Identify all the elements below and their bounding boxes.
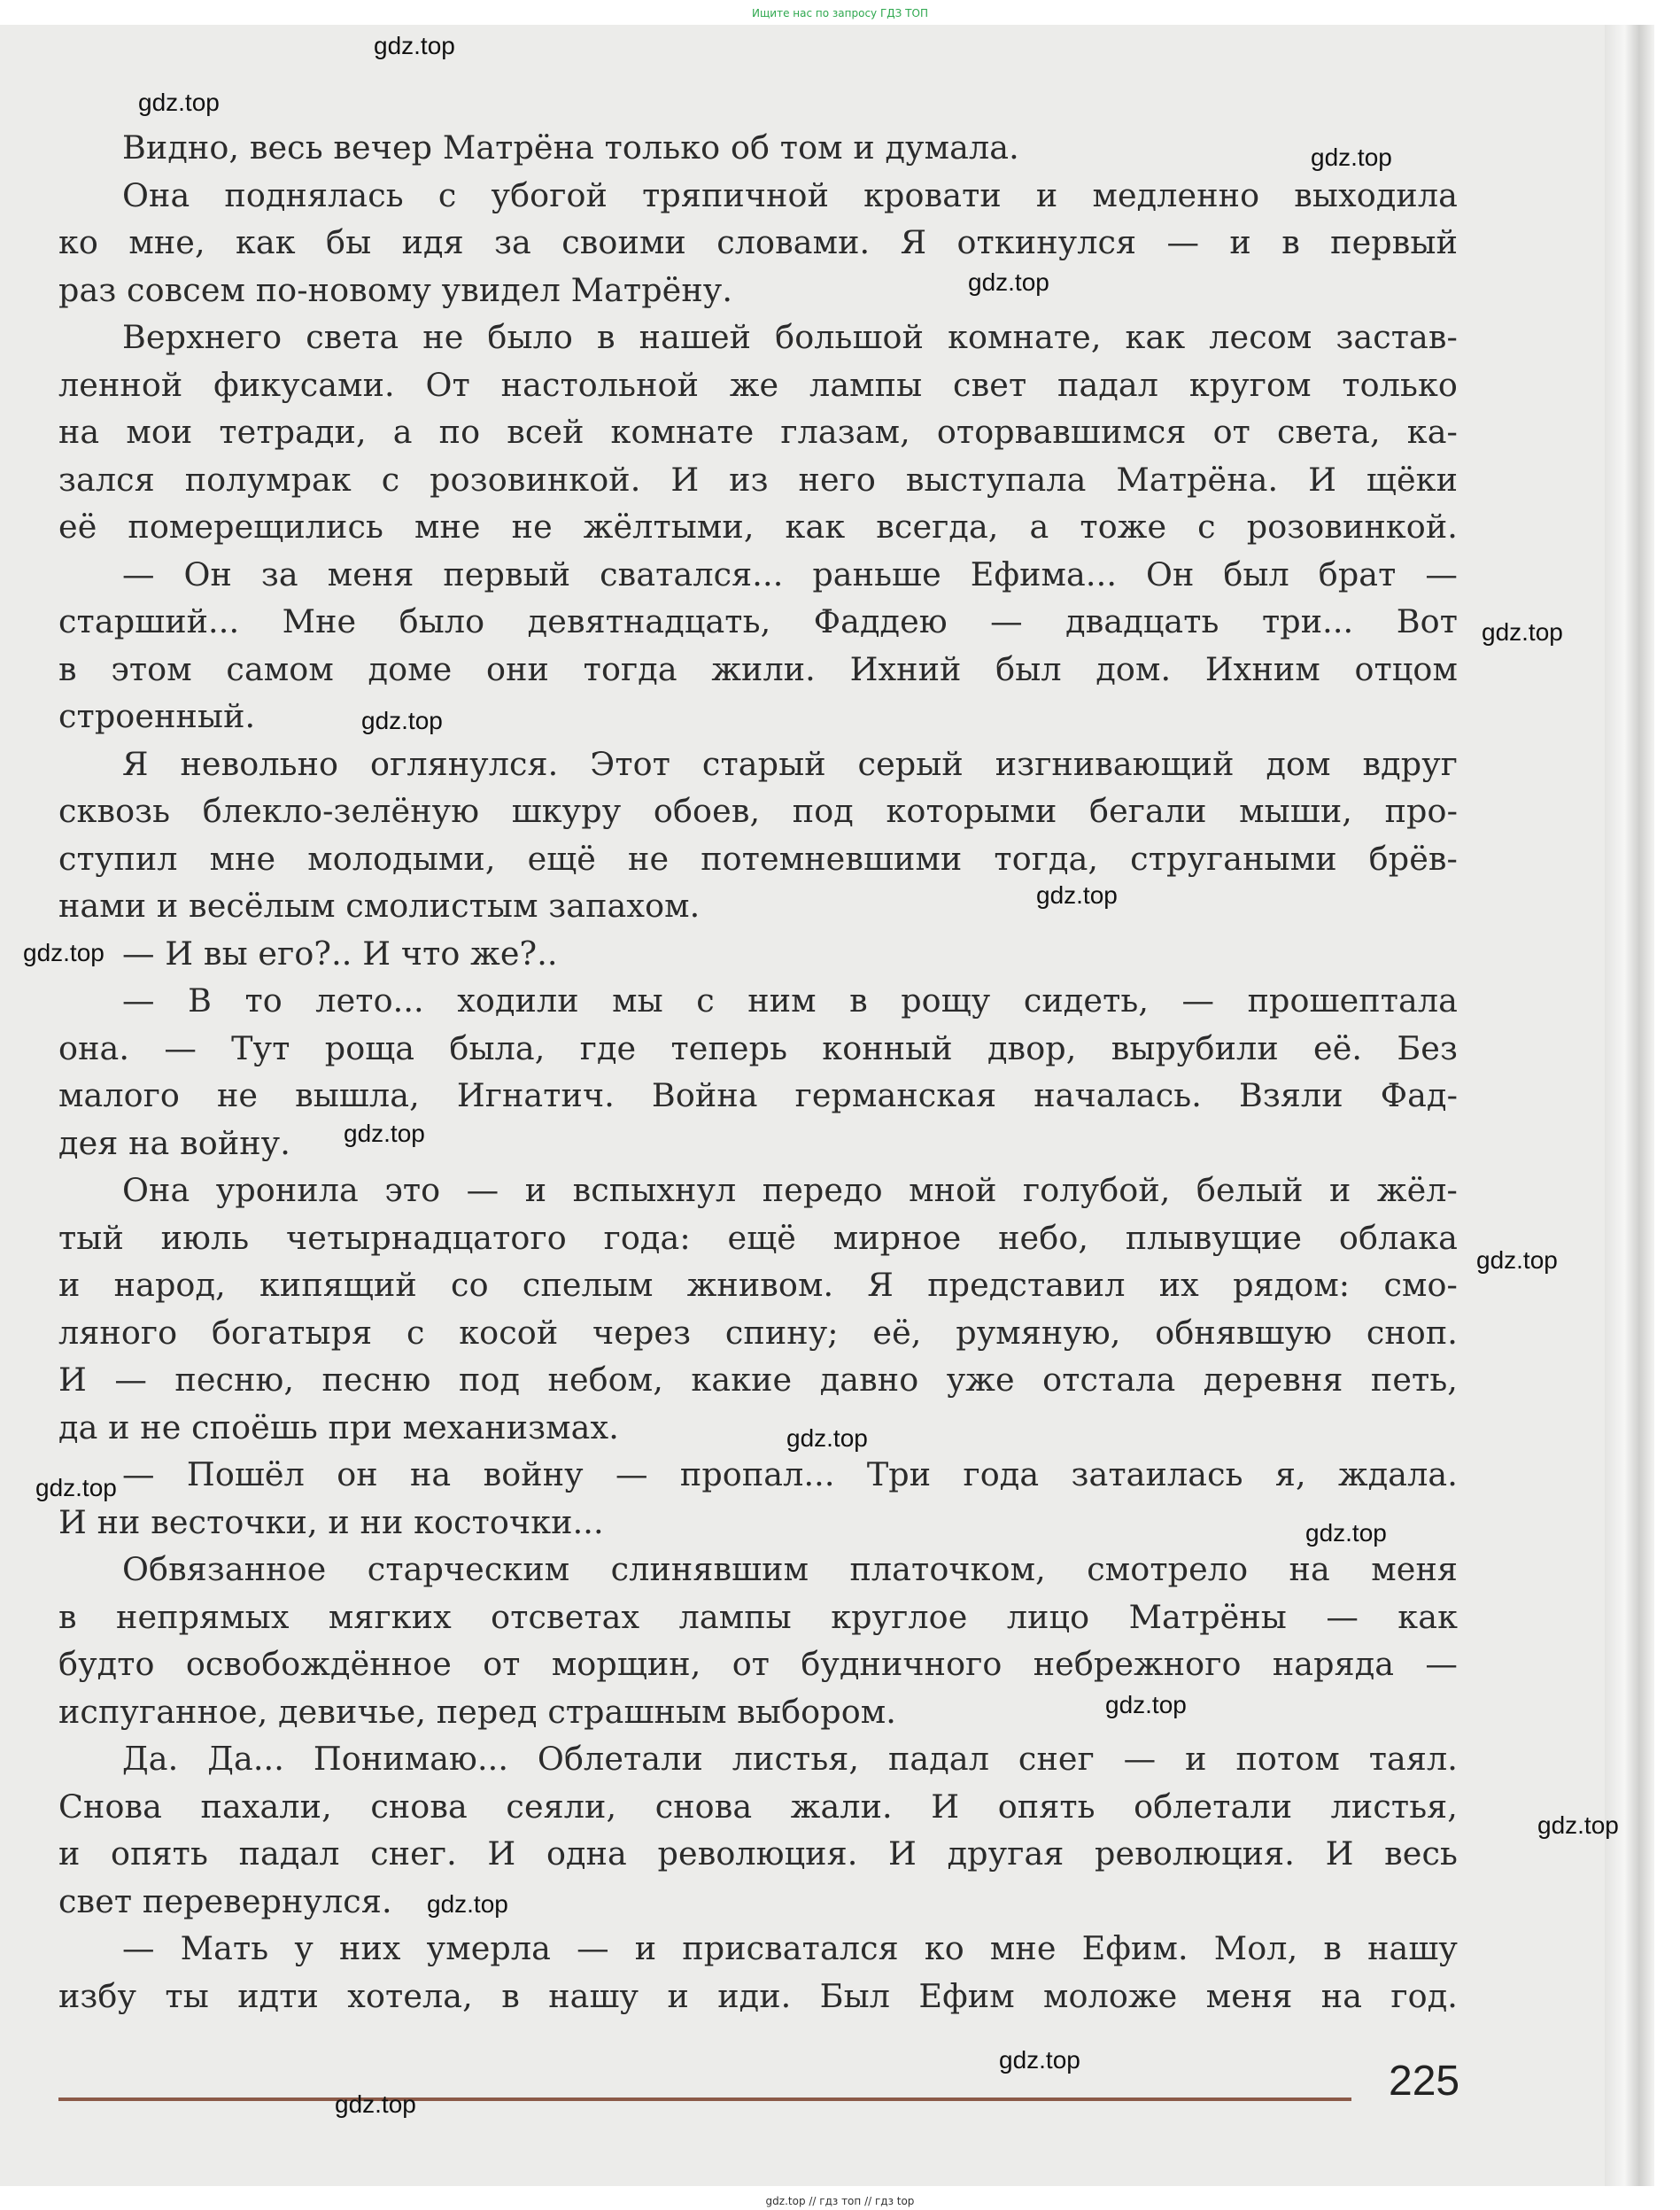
text-line: И — песню, песню под небом, какие давно уже отстала деревня петь, <box>58 1361 1458 1399</box>
watermark[interactable]: gdz.top <box>335 2090 416 2118</box>
watermark[interactable]: gdz.top <box>1537 1811 1619 1839</box>
text-line: раз совсем по-новому увидел Матрёну. <box>58 270 733 309</box>
watermark[interactable]: gdz.top <box>1105 1691 1187 1718</box>
text-line: ко мне, как бы идя за своими словами. Я откинулся — и в первый <box>58 223 1458 261</box>
text-line: дея на войну. <box>58 1123 290 1162</box>
watermark[interactable]: gdz.top <box>138 89 220 116</box>
text-line: она. — Тут роща была, где теперь конный двор, вырубили её. Без <box>58 1028 1458 1067</box>
text-line: в непрямых мягких отсветах лампы круглое лицо Матрёны — как <box>58 1597 1458 1636</box>
text-line: Она поднялась с убогой тряпичной кровати и медленно выходила <box>122 175 1458 214</box>
text-line: свет перевернулся. <box>58 1881 392 1920</box>
text-line: Верхнего света не было в нашей большой комнате, как лесом застав- <box>122 318 1458 356</box>
text-line: — В то лето... ходили мы с ним в рощу сидеть, — прошептала <box>122 981 1458 1020</box>
watermark[interactable]: gdz.top <box>968 268 1049 296</box>
watermark[interactable]: gdz.top <box>1482 618 1563 646</box>
text-line: в этом самом доме они тогда жили. Ихний был дом. Ихним отцом <box>58 649 1458 688</box>
text-line: Она уронила это — и вспыхнул передо мной голубой, белый и жёл- <box>122 1171 1458 1209</box>
text-line: на мои тетради, а по всей комнате глазам, оторвавшимся от света, ка- <box>58 413 1458 451</box>
watermark[interactable]: gdz.top <box>344 1120 425 1147</box>
text-line: Обвязанное старческим слинявшим платочком, смотрело на меня <box>122 1550 1458 1588</box>
watermark[interactable]: gdz.top <box>1305 1519 1387 1547</box>
text-line: — Мать у них умерла — и присватался ко мне Ефим. Мол, в нашу <box>122 1929 1458 1967</box>
footer-rule <box>58 2098 1351 2101</box>
bottom-banner[interactable]: gdz.top // гдз топ // гдз top <box>765 2195 915 2207</box>
text-line: — Пошёл он на войну — пропал... Три года затаилась я, ждала. <box>122 1455 1458 1493</box>
text-line: — Он за меня первый сватался... раньше Ефима... Он был брат — <box>122 554 1458 593</box>
watermark[interactable]: gdz.top <box>427 1890 508 1918</box>
book-spine <box>1605 25 1654 2186</box>
text-line: ленной фикусами. От настольной же лампы свет падал кругом только <box>58 365 1458 404</box>
text-line: зался полумрак с розовинкой. И из него выступала Матрёна. И щёки <box>58 460 1458 499</box>
watermark[interactable]: gdz.top <box>786 1424 868 1452</box>
text-line: Я невольно оглянулся. Этот старый серый изгнивающий дом вдруг <box>122 744 1458 783</box>
watermark[interactable]: gdz.top <box>35 1474 117 1501</box>
text-line: Да. Да... Понимаю... Облетали листья, падал снег — и потом таял. <box>122 1740 1458 1778</box>
text-line: да и не споёшь при механизмах. <box>58 1407 619 1446</box>
text-line: малого не вышла, Игнатич. Война германская началась. Взяли Фад- <box>58 1076 1458 1114</box>
text-line: ступил мне молодыми, ещё не потемневшими тогда, стругаными брёв- <box>58 839 1458 878</box>
text-line: старший... Мне было девятнадцать, Фаддею — двадцать три... Вот <box>58 602 1458 640</box>
text-line: тый июль четырнадцатого года: ещё мирное небо, плывущие облака <box>58 1218 1458 1257</box>
text-line: её померещились мне не жёлтыми, как всегда, а тоже с розовинкой. <box>58 508 1458 546</box>
page-text <box>58 124 1458 2020</box>
page-number: 225 <box>1389 2058 1460 2105</box>
text-line: ляного богатыря с косой через спину; её, румяную, обнявшую сноп. <box>58 1313 1458 1352</box>
text-line: нами и весёлым смолистым запахом. <box>58 887 701 925</box>
text-line: избу ты идти хотела, в нашу и иди. Был Ефим моложе меня на год. <box>58 1976 1458 2015</box>
text-line: И ни весточки, и ни косточки... <box>58 1502 604 1541</box>
watermark[interactable]: gdz.top <box>1036 881 1118 909</box>
text-line: сквозь блекло-зелёную шкуру обоев, под которыми бегали мыши, про- <box>58 792 1458 830</box>
text-line: и народ, кипящий со спелым жнивом. Я представил их рядом: смо- <box>58 1266 1458 1304</box>
text-line: Видно, весь вечер Матрёна только об том и думала. <box>122 128 1019 167</box>
text-line: будто освобождённое от морщин, от будничного небрежного наряда — <box>58 1645 1458 1683</box>
watermark[interactable]: gdz.top <box>374 32 455 59</box>
watermark[interactable]: gdz.top <box>1311 143 1392 171</box>
top-banner[interactable]: Ищите нас по запросу ГДЗ ТОП <box>752 7 928 19</box>
text-line: испуганное, девичье, перед страшным выбором. <box>58 1692 896 1731</box>
text-line: — И вы его?.. И что же?.. <box>122 934 558 973</box>
watermark[interactable]: gdz.top <box>999 2046 1080 2074</box>
watermark[interactable]: gdz.top <box>361 707 443 734</box>
watermark[interactable]: gdz.top <box>23 939 105 966</box>
watermark[interactable]: gdz.top <box>1476 1246 1558 1274</box>
text-line: строенный. <box>58 697 256 735</box>
text-line: и опять падал снег. И одна революция. И другая революция. И весь <box>58 1834 1458 1873</box>
text-line: Снова пахали, снова сеяли, снова жали. И опять облетали листья, <box>58 1787 1458 1826</box>
